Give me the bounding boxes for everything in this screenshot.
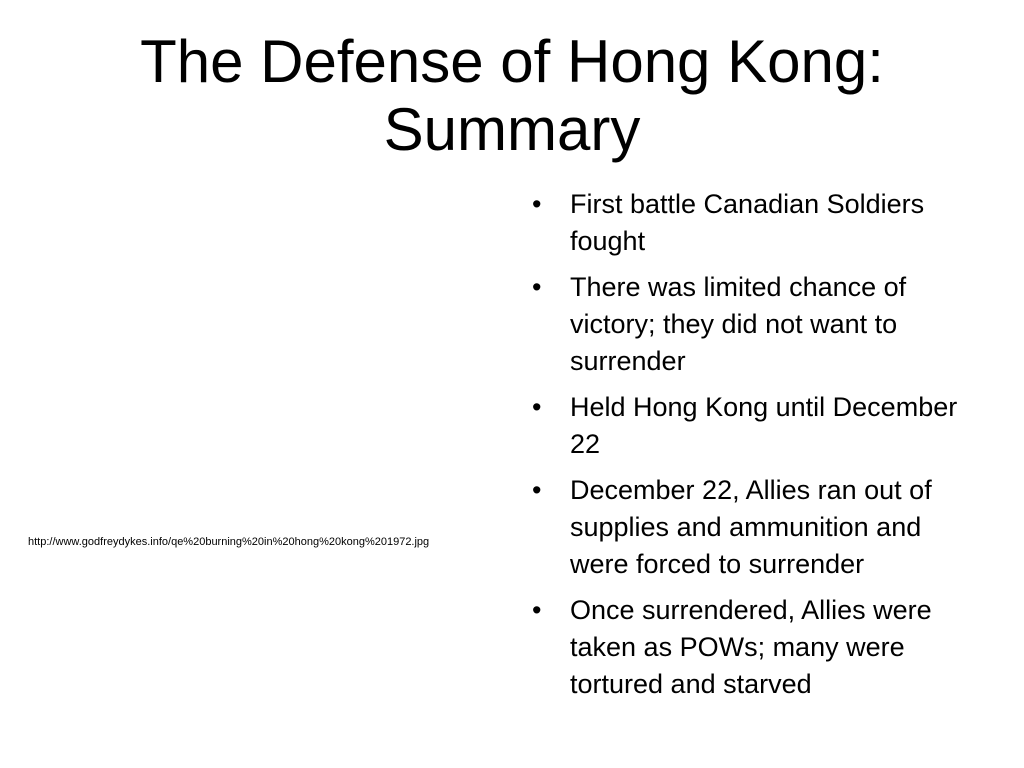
bullet-text: First battle Canadian Soldiers fought (570, 189, 925, 256)
bullet-item (528, 592, 968, 703)
bullet-icon: • (532, 392, 542, 422)
bullet-item (528, 389, 968, 463)
bullet-icon: • (532, 475, 542, 505)
bullet-item (528, 269, 968, 380)
bullet-text: Once surrendered, Allies were taken as POWs; many were tortured and starved (570, 595, 932, 699)
bullet-item (528, 186, 968, 260)
image-source-url: http://www.godfreydykes.info/qe%20burning%20in%20hong%20kong%201972.jpg (28, 536, 430, 548)
bullet-text: There was limited chance of victory; they did not want to surrender (570, 272, 907, 376)
bullet-list (528, 186, 968, 712)
slide-title-line-1: The Defense of Hong Kong: (140, 28, 884, 95)
bullet-text: Held Hong Kong until December 22 (570, 392, 958, 459)
slide-title-line-2: Summary (383, 96, 641, 163)
image-placeholder (22, 180, 492, 740)
bullet-icon: • (532, 272, 542, 302)
bullet-item (528, 472, 968, 583)
slide-title (60, 28, 964, 164)
bullet-icon: • (532, 595, 542, 625)
bullet-text: December 22, Allies ran out of supplies and ammunition and were forced to surrender (570, 475, 932, 579)
bullet-icon: • (532, 189, 542, 219)
